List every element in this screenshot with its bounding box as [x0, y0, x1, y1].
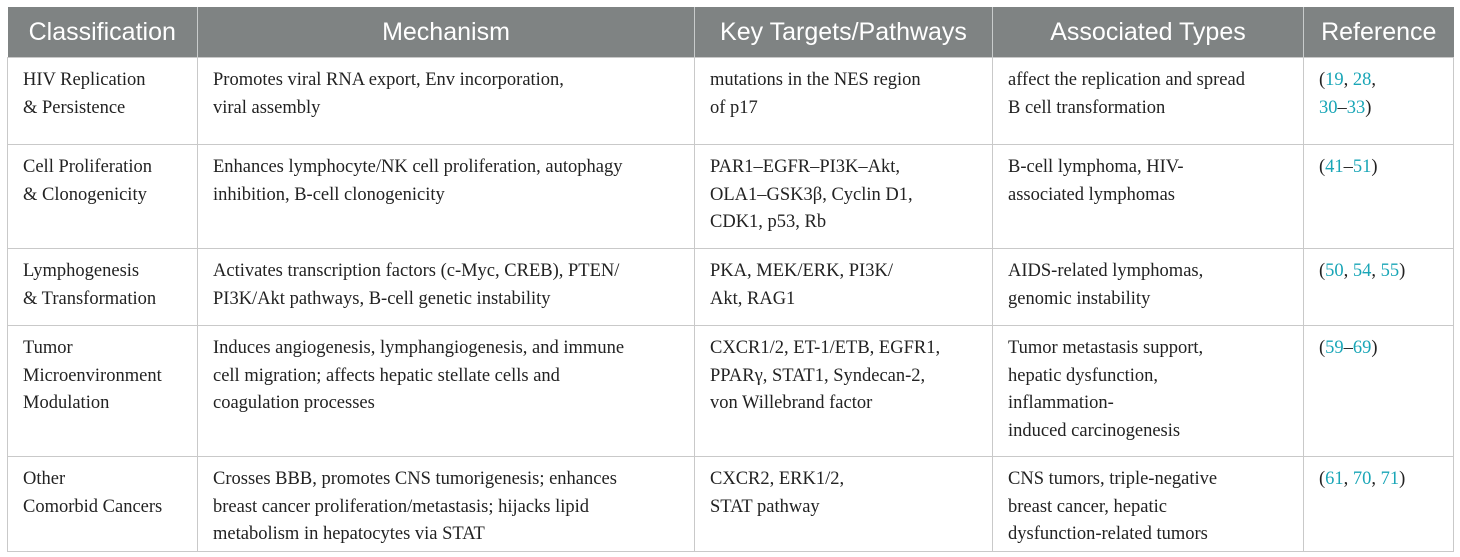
header-associated-types: Associated Types: [993, 7, 1304, 58]
reference-punct: (: [1319, 70, 1326, 90]
cell-reference: [1304, 457, 1454, 552]
reference-link[interactable]: 55: [1380, 261, 1400, 281]
reference-punct: –: [1343, 157, 1353, 177]
cell-reference: [1304, 58, 1454, 145]
cell-classification: Tumor Microenvironment Modulation: [8, 326, 198, 457]
header-reference: Reference: [1304, 7, 1454, 58]
table-row: [8, 145, 1454, 249]
cell-mechanism: Enhances lymphocyte/NK cell proliferation, autophagy inhibition, B-cell clonogenicity: [198, 145, 695, 249]
reference-link[interactable]: 50: [1325, 261, 1344, 281]
reference-punct: (: [1319, 261, 1326, 281]
reference-punct: ): [1371, 157, 1378, 177]
cell-reference: [1304, 145, 1454, 249]
reference-link[interactable]: 59: [1325, 338, 1344, 358]
reference-punct: ,: [1371, 70, 1377, 90]
cell-key-targets: mutations in the NES region of p17: [695, 58, 993, 145]
reference-punct: ,: [1371, 469, 1381, 489]
table-row: [8, 249, 1454, 326]
cell-mechanism: Promotes viral RNA export, Env incorporation, viral assembly: [198, 58, 695, 145]
cell-reference: [1304, 249, 1454, 326]
cell-associated-types: B-cell lymphoma, HIV- associated lymphomas: [993, 145, 1304, 249]
reference-link[interactable]: 61: [1325, 469, 1344, 489]
reference-link[interactable]: 51: [1352, 157, 1372, 177]
header-key-targets: Key Targets/Pathways: [695, 7, 993, 58]
table-body: [8, 58, 1454, 552]
cell-classification: HIV Replication & Persistence: [8, 58, 198, 145]
header-row: [8, 7, 1454, 58]
table-container: [7, 7, 1453, 552]
reference-link[interactable]: 70: [1352, 469, 1372, 489]
cell-classification: Cell Proliferation & Clonogenicity: [8, 145, 198, 249]
reference-link[interactable]: 71: [1380, 469, 1400, 489]
reference-link[interactable]: 69: [1352, 338, 1372, 358]
cell-key-targets: PKA, MEK/ERK, PI3K/ Akt, RAG1: [695, 249, 993, 326]
data-table: [7, 7, 1454, 552]
cell-mechanism: Activates transcription factors (c-Myc, CREB), PTEN/ PI3K/Akt pathways, B-cell genetic instability: [198, 249, 695, 326]
reference-link[interactable]: 19: [1325, 70, 1344, 90]
cell-associated-types: affect the replication and spread B cell transformation: [993, 58, 1304, 145]
cell-associated-types: AIDS-related lymphomas, genomic instability: [993, 249, 1304, 326]
reference-punct: ,: [1343, 469, 1353, 489]
reference-punct: (: [1319, 157, 1326, 177]
reference-punct: –: [1337, 97, 1347, 118]
reference-punct: ): [1365, 97, 1372, 118]
reference-link[interactable]: 33: [1346, 97, 1366, 118]
reference-punct: ): [1399, 469, 1406, 489]
reference-punct: ): [1399, 261, 1406, 281]
reference-punct: (: [1319, 469, 1326, 489]
reference-punct: ,: [1343, 70, 1353, 90]
reference-punct: (: [1319, 338, 1326, 358]
cell-mechanism: Crosses BBB, promotes CNS tumorigenesis; enhances breast cancer proliferation/metastasis; hijacks lipid metabolism in hepatocytes via STAT: [198, 457, 695, 552]
reference-link[interactable]: 28: [1352, 70, 1372, 90]
table-row: [8, 326, 1454, 457]
cell-associated-types: Tumor metastasis support, hepatic dysfunction, inflammation- induced carcinogenesis: [993, 326, 1304, 457]
cell-key-targets: PAR1–EGFR–PI3K–Akt, OLA1–GSK3β, Cyclin D1, CDK1, p53, Rb: [695, 145, 993, 249]
reference-punct: ,: [1343, 261, 1353, 281]
cell-key-targets: CXCR1/2, ET-1/ETB, EGFR1, PPARγ, STAT1, Syndecan-2, von Willebrand factor: [695, 326, 993, 457]
header-mechanism: Mechanism: [198, 7, 695, 58]
reference-punct: –: [1343, 338, 1353, 358]
header-classification: Classification: [8, 7, 198, 58]
table-row: [8, 457, 1454, 552]
cell-key-targets: CXCR2, ERK1/2, STAT pathway: [695, 457, 993, 552]
reference-link[interactable]: 54: [1352, 261, 1372, 281]
cell-classification: Other Comorbid Cancers: [8, 457, 198, 552]
reference-punct: ,: [1371, 261, 1381, 281]
reference-link[interactable]: 41: [1325, 157, 1344, 177]
reference-punct: ): [1371, 338, 1378, 358]
cell-classification: Lymphogenesis & Transformation: [8, 249, 198, 326]
cell-associated-types: CNS tumors, triple-negative breast cancer, hepatic dysfunction-related tumors: [993, 457, 1304, 552]
cell-mechanism: Induces angiogenesis, lymphangiogenesis, and immune cell migration; affects hepatic stellate cells and coagulation processes: [198, 326, 695, 457]
cell-reference: [1304, 326, 1454, 457]
table-row: [8, 58, 1454, 145]
reference-link[interactable]: 30: [1319, 97, 1338, 118]
